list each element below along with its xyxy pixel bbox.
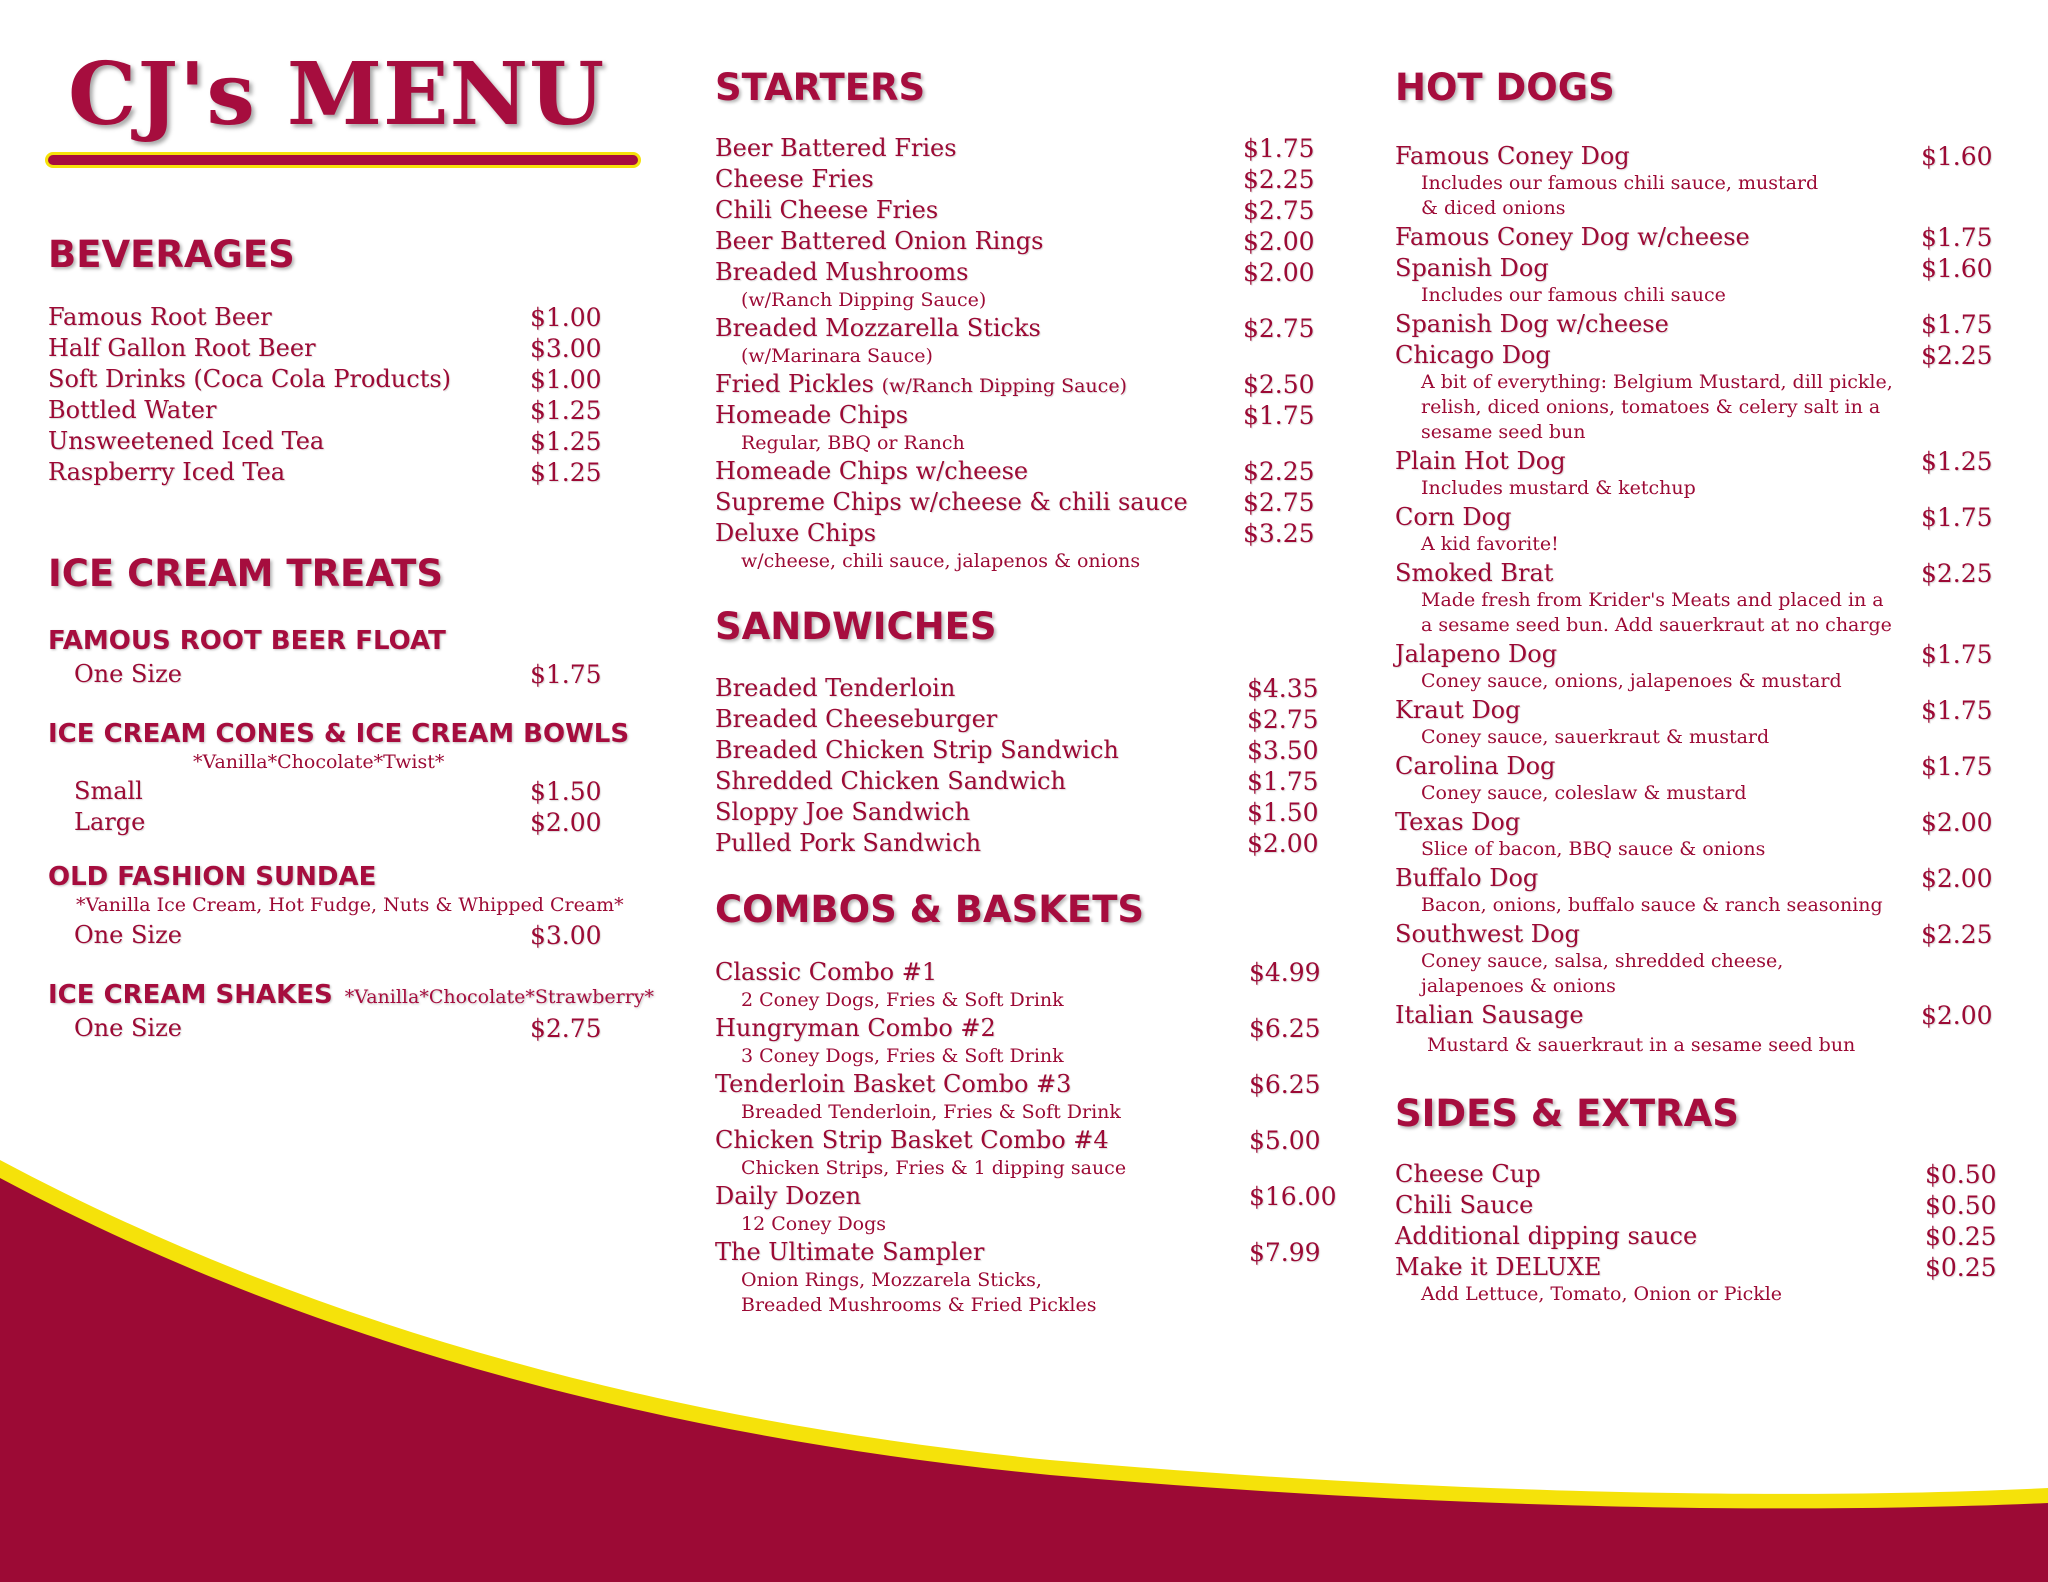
item-name: Cheese Fries (715, 165, 874, 193)
item-price: $6.25 (1249, 1014, 1321, 1043)
title-underline (48, 155, 638, 165)
menu-item (715, 1126, 1345, 1158)
item-name: Homeade Chips w/cheese (715, 457, 1029, 485)
item-description: Includes our famous chili sauce (1421, 284, 1726, 306)
beverages-heading: BEVERAGES (48, 233, 295, 276)
item-price: $2.00 (1243, 227, 1315, 256)
menu-item (1395, 447, 2005, 479)
item-size: One Size (74, 1014, 182, 1042)
item-price: $4.35 (1247, 674, 1319, 703)
menu-item (1395, 142, 2005, 174)
item-price: $1.75 (1921, 310, 1993, 339)
ice-cream-heading: ICE CREAM TREATS (48, 552, 443, 595)
item-description: A bit of everything: Belgium Mustard, dill pickle, (1421, 371, 1893, 393)
item-description: 3 Coney Dogs, Fries & Soft Drink (741, 1045, 1064, 1067)
menu-item (48, 427, 640, 459)
shakes-title (48, 980, 654, 1010)
item-name: Raspberry Iced Tea (48, 458, 286, 486)
item-name: Unsweetened Iced Tea (48, 427, 325, 455)
item-name (715, 370, 1127, 398)
menu-item (715, 767, 1345, 799)
item-size: One Size (74, 921, 182, 949)
item-price: $1.60 (1921, 254, 1993, 283)
menu-item (48, 303, 640, 335)
item-name: Make it DELUXE (1395, 1253, 1602, 1281)
menu-item (1395, 1160, 2005, 1192)
menu-title: CJ's MENU (68, 44, 606, 145)
item-price: $1.75 (530, 660, 602, 689)
item-price: $0.50 (1925, 1191, 1997, 1220)
item-name: Corn Dog (1395, 503, 1512, 531)
menu-item (715, 736, 1345, 768)
item-price: $1.75 (1921, 696, 1993, 725)
item-price: $0.25 (1925, 1253, 1997, 1282)
menu-item (715, 1014, 1345, 1046)
item-name: Breaded Mozzarella Sticks (715, 314, 1041, 342)
item-name: Deluxe Chips (715, 519, 877, 547)
item-name: Half Gallon Root Beer (48, 334, 316, 362)
item-description: a sesame seed bun. Add sauerkraut at no charge (1421, 614, 1892, 636)
item-price: $2.75 (1247, 705, 1319, 734)
item-name: Jalapeno Dog (1395, 640, 1558, 668)
item-price: $16.00 (1249, 1182, 1337, 1211)
menu-item (48, 808, 640, 840)
item-name: Southwest Dog (1395, 920, 1580, 948)
menu-item (48, 921, 640, 953)
menu-item (48, 365, 640, 397)
item-price: $1.00 (530, 303, 602, 332)
item-name: Chili Sauce (1395, 1191, 1534, 1219)
menu-item (715, 227, 1345, 259)
menu-item (715, 519, 1345, 551)
item-price: $1.75 (1921, 640, 1993, 669)
item-price: $2.00 (1921, 864, 1993, 893)
item-name: Breaded Cheeseburger (715, 705, 998, 733)
item-price: $1.60 (1921, 142, 1993, 171)
combos-heading: COMBOS & BASKETS (715, 888, 1145, 931)
item-description: Coney sauce, onions, jalapenoes & mustard (1421, 670, 1842, 692)
item-price: $3.00 (530, 334, 602, 363)
menu-item (48, 777, 640, 809)
menu-item (48, 1014, 640, 1046)
item-price: $2.75 (1243, 196, 1315, 225)
item-price: $2.75 (1243, 488, 1315, 517)
item-price: $2.00 (1243, 258, 1315, 287)
item-name: Kraut Dog (1395, 696, 1521, 724)
item-name: Plain Hot Dog (1395, 447, 1566, 475)
item-price: $2.50 (1243, 370, 1315, 399)
item-description: w/cheese, chili sauce, jalapenos & onions (741, 550, 1141, 572)
menu-item (1395, 559, 2005, 591)
cones-title: ICE CREAM CONES & ICE CREAM BOWLS (48, 719, 630, 749)
item-price: $1.25 (530, 458, 602, 487)
item-description: jalapenoes & onions (1421, 975, 1616, 997)
item-price: $5.00 (1249, 1126, 1321, 1155)
menu-item (1395, 808, 2005, 840)
item-price: $1.50 (1247, 798, 1319, 827)
item-description: sesame seed bun (1421, 421, 1586, 443)
item-name: Tenderloin Basket Combo #3 (715, 1070, 1072, 1098)
item-name: Smoked Brat (1395, 559, 1554, 587)
item-description: Add Lettuce, Tomato, Onion or Pickle (1421, 1283, 1783, 1305)
menu-item (715, 958, 1345, 990)
menu-item (715, 1070, 1345, 1102)
item-description: (w/Ranch Dipping Sauce) (741, 289, 987, 311)
sides-heading: SIDES & EXTRAS (1395, 1092, 1739, 1135)
item-size: Small (74, 777, 143, 805)
menu-item (715, 705, 1345, 737)
menu-item (1395, 640, 2005, 672)
item-price: $7.99 (1249, 1238, 1321, 1267)
item-price: $1.75 (1247, 767, 1319, 796)
item-price: $1.25 (530, 396, 602, 425)
item-name: Classic Combo #1 (715, 958, 938, 986)
item-description: Made fresh from Krider's Meats and placed in a (1421, 589, 1884, 611)
item-description: Bacon, onions, buffalo sauce & ranch seasoning (1421, 894, 1883, 916)
menu-item (1395, 1222, 2005, 1254)
item-name: Famous Coney Dog (1395, 142, 1630, 170)
item-name: Famous Coney Dog w/cheese (1395, 223, 1750, 251)
item-price: $1.50 (530, 777, 602, 806)
item-size: Large (74, 808, 146, 836)
menu-item (1395, 1253, 2005, 1285)
menu-item (48, 334, 640, 366)
item-price: $1.00 (530, 365, 602, 394)
item-description: Includes mustard & ketchup (1421, 477, 1696, 499)
menu-item (1395, 503, 2005, 535)
item-description: Breaded Tenderloin, Fries & Soft Drink (741, 1101, 1121, 1123)
item-price: $3.25 (1243, 519, 1315, 548)
item-name-text: Fried Pickles (715, 370, 874, 398)
menu-item (715, 488, 1345, 520)
item-price: $2.75 (1243, 314, 1315, 343)
item-name: Chicago Dog (1395, 341, 1551, 369)
item-description: Onion Rings, Mozzarela Sticks, (741, 1269, 1042, 1291)
item-price: $1.75 (1243, 401, 1315, 430)
item-description: Includes our famous chili sauce, mustard (1421, 172, 1819, 194)
item-name: Soft Drinks (Coca Cola Products) (48, 365, 452, 393)
item-price: $2.25 (1921, 920, 1993, 949)
item-description: Coney sauce, sauerkraut & mustard (1421, 726, 1770, 748)
item-price: $6.25 (1249, 1070, 1321, 1099)
item-name: The Ultimate Sampler (715, 1238, 985, 1266)
menu-item (1395, 1191, 2005, 1223)
starters-heading: STARTERS (715, 66, 926, 109)
menu-item (715, 829, 1345, 861)
item-name: Sloppy Joe Sandwich (715, 798, 971, 826)
item-description: (w/Marinara Sauce) (741, 345, 933, 367)
menu-item (1395, 864, 2005, 896)
item-name: Hungryman Combo #2 (715, 1014, 996, 1042)
item-description: Coney sauce, coleslaw & mustard (1421, 782, 1747, 804)
item-name: Pulled Pork Sandwich (715, 829, 982, 857)
item-price: $1.75 (1243, 134, 1315, 163)
sandwiches-heading: SANDWICHES (715, 605, 997, 648)
item-name: Beer Battered Fries (715, 134, 957, 162)
item-price: $3.50 (1247, 736, 1319, 765)
menu-item (1395, 696, 2005, 728)
item-name: Carolina Dog (1395, 752, 1556, 780)
menu-item (48, 396, 640, 428)
menu-item (715, 1182, 1345, 1214)
item-description: 12 Coney Dogs (741, 1213, 887, 1235)
menu-item (1395, 310, 2005, 342)
item-description: Regular, BBQ or Ranch (741, 432, 965, 454)
item-price: $2.00 (1921, 1001, 1993, 1030)
menu-item (1395, 254, 2005, 286)
item-price: $2.25 (1921, 559, 1993, 588)
item-name: Beer Battered Onion Rings (715, 227, 1044, 255)
item-name: Spanish Dog w/cheese (1395, 310, 1669, 338)
item-price: $4.99 (1249, 958, 1321, 987)
shakes-name: ICE CREAM SHAKES (48, 980, 333, 1010)
menu-item (48, 458, 640, 490)
menu-item (715, 370, 1345, 402)
sundae-desc: *Vanilla Ice Cream, Hot Fudge, Nuts & Whipped Cream* (76, 894, 624, 916)
item-price: $2.25 (1921, 341, 1993, 370)
item-description: A kid favorite! (1421, 533, 1559, 555)
item-price: $0.25 (1925, 1222, 1997, 1251)
item-name: Bottled Water (48, 396, 217, 424)
menu-item (1395, 223, 2005, 255)
item-price: $1.75 (1921, 752, 1993, 781)
menu-item (715, 134, 1345, 166)
item-price: $2.25 (1243, 165, 1315, 194)
item-price: $2.00 (1921, 808, 1993, 837)
item-description: Coney sauce, salsa, shredded cheese, (1421, 950, 1784, 972)
menu-item (715, 1238, 1345, 1270)
item-name: Italian Sausage (1395, 1001, 1584, 1029)
float-title: FAMOUS ROOT BEER FLOAT (48, 626, 446, 656)
menu-item (715, 457, 1345, 489)
item-name: Homeade Chips (715, 401, 909, 429)
item-name: Daily Dozen (715, 1182, 862, 1210)
item-name: Texas Dog (1395, 808, 1521, 836)
item-description: & diced onions (1421, 197, 1566, 219)
item-name: Chili Cheese Fries (715, 196, 939, 224)
sundae-title: OLD FASHION SUNDAE (48, 862, 377, 892)
shakes-flavors: *Vanilla*Chocolate*Strawberry* (344, 986, 655, 1008)
cones-flavors: *Vanilla*Chocolate*Twist* (193, 751, 445, 773)
menu-item (715, 165, 1345, 197)
item-description: relish, diced onions, tomatoes & celery salt in a (1421, 396, 1881, 418)
item-name: Supreme Chips w/cheese & chili sauce (715, 488, 1188, 516)
menu-item (1395, 920, 2005, 952)
item-name: Chicken Strip Basket Combo #4 (715, 1126, 1109, 1154)
item-price: $3.00 (530, 921, 602, 950)
item-price: $0.50 (1925, 1160, 1997, 1189)
item-name: Breaded Mushrooms (715, 258, 969, 286)
item-price: $1.75 (1921, 503, 1993, 532)
menu-item (1395, 752, 2005, 784)
menu-item (48, 660, 640, 692)
item-name: Breaded Chicken Strip Sandwich (715, 736, 1119, 764)
menu-item (715, 401, 1345, 433)
item-price: $2.25 (1243, 457, 1315, 486)
item-name: Breaded Tenderloin (715, 674, 956, 702)
menu-item (715, 314, 1345, 346)
item-name: Famous Root Beer (48, 303, 272, 331)
item-name: Shredded Chicken Sandwich (715, 767, 1066, 795)
item-price: $2.00 (530, 808, 602, 837)
item-price: $2.00 (1247, 829, 1319, 858)
item-name: Spanish Dog (1395, 254, 1549, 282)
menu-item (715, 196, 1345, 228)
item-description: Chicken Strips, Fries & 1 dipping sauce (741, 1157, 1127, 1179)
menu-item (1395, 1001, 2005, 1033)
item-price: $1.25 (530, 427, 602, 456)
item-price: $2.75 (530, 1014, 602, 1043)
item-description: 2 Coney Dogs, Fries & Soft Drink (741, 989, 1064, 1011)
item-description: Mustard & sauerkraut in a sesame seed bun (1427, 1034, 1856, 1056)
menu-item (715, 798, 1345, 830)
item-description: Breaded Mushrooms & Fried Pickles (741, 1294, 1097, 1316)
item-name: Buffalo Dog (1395, 864, 1539, 892)
item-inline-note: (w/Ranch Dipping Sauce) (881, 375, 1127, 397)
item-price: $1.75 (1921, 223, 1993, 252)
menu-item (715, 258, 1345, 290)
item-price: $1.25 (1921, 447, 1993, 476)
item-name: Additional dipping sauce (1395, 1222, 1698, 1250)
menu-item (1395, 341, 2005, 373)
menu-item (715, 674, 1345, 706)
hot-dogs-heading: HOT DOGS (1395, 66, 1615, 109)
item-name: Cheese Cup (1395, 1160, 1541, 1188)
item-description: Slice of bacon, BBQ sauce & onions (1421, 838, 1766, 860)
item-size: One Size (74, 660, 182, 688)
